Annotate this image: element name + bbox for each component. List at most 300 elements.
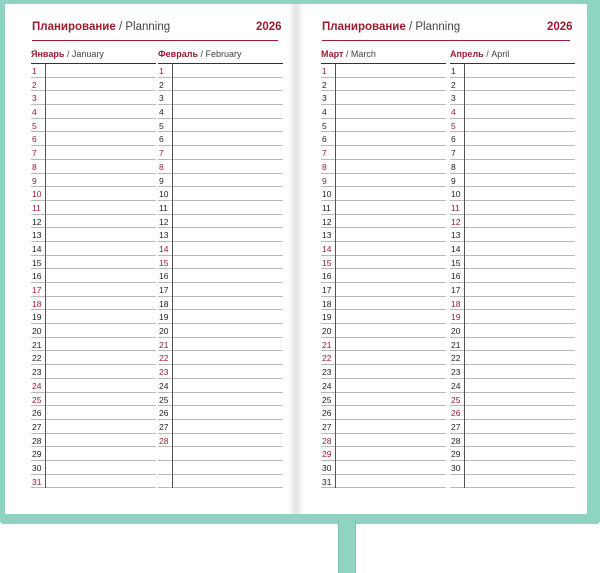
day-write-area[interactable]	[336, 338, 446, 351]
day-row	[321, 393, 446, 407]
day-number: 7	[32, 148, 37, 159]
page-title-en: / Planning	[408, 21, 461, 33]
day-write-area[interactable]	[46, 119, 156, 132]
day-number: 18	[32, 298, 42, 309]
day-write-area[interactable]	[46, 146, 156, 159]
day-write-area[interactable]	[465, 160, 575, 173]
day-number: 1	[322, 66, 327, 76]
day-number: 15	[322, 257, 332, 268]
day-write-area[interactable]	[46, 174, 156, 187]
day-row	[450, 64, 575, 78]
day-write-area[interactable]	[465, 338, 575, 351]
day-write-area[interactable]	[336, 64, 446, 77]
day-number: 3	[159, 93, 164, 104]
day-write-area[interactable]	[173, 338, 283, 351]
day-write-area[interactable]	[46, 283, 156, 296]
day-number: 3	[322, 93, 327, 104]
day-row	[158, 64, 283, 78]
day-number: 27	[451, 421, 461, 432]
day-write-area[interactable]	[173, 256, 283, 269]
day-row	[450, 338, 575, 352]
day-write-area[interactable]	[336, 420, 446, 433]
day-row	[321, 351, 446, 365]
month-january	[31, 49, 156, 488]
day-row	[31, 461, 156, 475]
day-row	[31, 475, 156, 489]
day-row	[31, 187, 156, 201]
day-row	[31, 269, 156, 283]
day-number: 26	[451, 408, 461, 419]
day-number: 8	[322, 161, 327, 172]
day-write-area[interactable]	[336, 105, 446, 118]
day-row	[31, 146, 156, 160]
day-number: 20	[32, 326, 42, 337]
month-title	[450, 49, 575, 63]
day-number: 12	[32, 216, 42, 227]
day-row	[450, 393, 575, 407]
day-write-area[interactable]	[173, 365, 283, 378]
day-number: 14	[159, 243, 169, 254]
day-write-area[interactable]	[336, 174, 446, 187]
day-write-area[interactable]	[46, 160, 156, 173]
header-rule	[32, 40, 278, 41]
day-write-area[interactable]	[336, 187, 446, 200]
day-row	[158, 215, 283, 229]
day-write-area[interactable]	[465, 187, 575, 200]
day-row	[450, 242, 575, 256]
day-row	[31, 256, 156, 270]
day-row	[450, 475, 575, 489]
day-write-area[interactable]	[465, 105, 575, 118]
day-number: 5	[451, 120, 456, 131]
day-number: 20	[159, 326, 169, 337]
day-number: 26	[322, 408, 332, 419]
day-number: 16	[32, 271, 42, 282]
day-write-area[interactable]	[336, 461, 446, 474]
day-write-area[interactable]	[173, 78, 283, 91]
day-row	[321, 174, 446, 188]
day-number: 2	[322, 79, 327, 90]
day-row	[321, 297, 446, 311]
day-number: 4	[159, 107, 164, 118]
day-write-area[interactable]	[173, 215, 283, 228]
day-number: 24	[32, 380, 42, 391]
day-number: 14	[322, 243, 332, 254]
day-number: 6	[159, 134, 164, 145]
day-write-area[interactable]	[336, 228, 446, 241]
day-row	[450, 406, 575, 420]
day-write-area[interactable]	[465, 146, 575, 159]
day-write-area[interactable]	[173, 187, 283, 200]
day-row	[321, 64, 446, 78]
day-write-area[interactable]	[336, 160, 446, 173]
days-list	[158, 63, 283, 488]
day-write-area[interactable]	[46, 475, 156, 488]
day-row	[158, 310, 283, 324]
day-write-area[interactable]	[173, 379, 283, 392]
page-title	[322, 21, 460, 33]
day-row	[31, 324, 156, 338]
day-row	[158, 420, 283, 434]
month-march	[321, 49, 446, 488]
day-number: 10	[451, 189, 461, 200]
day-write-area[interactable]	[173, 105, 283, 118]
day-row	[450, 310, 575, 324]
day-write-area[interactable]	[336, 351, 446, 364]
day-write-area[interactable]	[173, 310, 283, 323]
day-row	[158, 283, 283, 297]
day-write-area[interactable]	[173, 132, 283, 145]
day-number: 25	[451, 394, 461, 405]
day-number: 22	[159, 353, 169, 364]
page-title-ru: Планирование	[322, 21, 406, 33]
month-name-ru: Март	[321, 49, 344, 59]
day-number: 18	[322, 298, 332, 309]
day-row	[158, 228, 283, 242]
day-write-area[interactable]	[46, 393, 156, 406]
day-row	[450, 132, 575, 146]
day-write-area[interactable]	[336, 132, 446, 145]
day-write-area[interactable]	[46, 338, 156, 351]
day-number: 11	[159, 202, 168, 213]
day-write-area[interactable]	[336, 324, 446, 337]
day-write-area[interactable]	[46, 187, 156, 200]
day-write-area[interactable]	[46, 297, 156, 310]
day-number: 13	[32, 230, 42, 241]
day-write-area[interactable]	[173, 64, 283, 77]
day-row	[321, 338, 446, 352]
day-number: 25	[159, 394, 169, 405]
day-write-area[interactable]	[336, 393, 446, 406]
day-row	[31, 132, 156, 146]
day-write-area[interactable]	[173, 146, 283, 159]
day-write-area[interactable]	[336, 215, 446, 228]
day-write-area[interactable]	[465, 420, 575, 433]
day-write-area[interactable]	[46, 132, 156, 145]
day-row	[31, 228, 156, 242]
day-row	[31, 242, 156, 256]
day-write-area[interactable]	[46, 420, 156, 433]
day-row	[450, 434, 575, 448]
day-write-area[interactable]	[46, 64, 156, 77]
day-number: 30	[451, 462, 461, 473]
day-write-area[interactable]	[465, 64, 575, 77]
day-write-area[interactable]	[465, 242, 575, 255]
day-row	[158, 475, 283, 489]
day-write-area[interactable]	[173, 297, 283, 310]
day-write-area[interactable]	[336, 269, 446, 282]
day-row	[31, 105, 156, 119]
day-number: 27	[159, 421, 169, 432]
day-row	[450, 201, 575, 215]
day-write-area[interactable]	[173, 406, 283, 419]
day-row	[158, 78, 283, 92]
day-row	[450, 365, 575, 379]
day-number: 3	[451, 93, 456, 104]
days-list	[321, 63, 446, 488]
day-number: 22	[451, 353, 461, 364]
day-write-area[interactable]	[465, 351, 575, 364]
day-write-area[interactable]	[46, 379, 156, 392]
day-number: 14	[451, 243, 461, 254]
day-write-area[interactable]	[173, 434, 283, 447]
day-number: 7	[451, 148, 456, 159]
day-write-area[interactable]	[173, 201, 283, 214]
day-row	[158, 119, 283, 133]
day-write-area[interactable]	[465, 310, 575, 323]
day-number: 28	[159, 435, 169, 446]
day-number: 21	[159, 339, 169, 350]
page-title-ru: Планирование	[32, 21, 116, 33]
day-write-area[interactable]	[173, 269, 283, 282]
day-number: 8	[32, 161, 37, 172]
day-write-area[interactable]	[46, 269, 156, 282]
day-write-area[interactable]	[465, 215, 575, 228]
day-write-area[interactable]	[465, 283, 575, 296]
day-row	[31, 64, 156, 78]
day-row	[321, 406, 446, 420]
day-row	[158, 351, 283, 365]
day-number: 13	[322, 230, 332, 241]
day-write-area[interactable]	[336, 146, 446, 159]
day-row	[158, 187, 283, 201]
day-row	[321, 365, 446, 379]
day-write-area[interactable]	[173, 324, 283, 337]
day-row	[450, 119, 575, 133]
day-write-area[interactable]	[465, 365, 575, 378]
day-number: 8	[159, 161, 164, 172]
day-write-area[interactable]	[173, 393, 283, 406]
day-number: 19	[451, 312, 461, 323]
day-row	[321, 105, 446, 119]
day-write-area[interactable]	[46, 78, 156, 91]
day-write-area[interactable]	[173, 91, 283, 104]
day-row	[450, 228, 575, 242]
day-write-area[interactable]	[46, 434, 156, 447]
day-row	[450, 160, 575, 174]
day-number: 6	[451, 134, 456, 145]
day-number: 28	[322, 435, 332, 446]
day-write-area[interactable]	[46, 365, 156, 378]
day-write-area[interactable]	[173, 228, 283, 241]
day-write-area[interactable]	[336, 406, 446, 419]
day-number: 29	[322, 449, 332, 460]
day-number: 23	[451, 367, 461, 378]
day-write-area[interactable]	[465, 132, 575, 145]
day-row	[321, 256, 446, 270]
day-row	[321, 91, 446, 105]
day-row	[31, 78, 156, 92]
day-number: 2	[451, 79, 456, 90]
day-write-area[interactable]	[46, 324, 156, 337]
day-row	[31, 215, 156, 229]
day-row	[158, 105, 283, 119]
day-number: 5	[32, 120, 37, 131]
day-number: 2	[159, 79, 164, 90]
day-write-area[interactable]	[336, 434, 446, 447]
bookmark-ribbon	[338, 520, 356, 573]
day-write-area[interactable]	[173, 160, 283, 173]
day-write-area[interactable]	[46, 256, 156, 269]
day-write-area[interactable]	[336, 91, 446, 104]
day-write-area[interactable]	[336, 365, 446, 378]
day-number: 20	[322, 326, 332, 337]
day-number: 1	[32, 66, 37, 76]
day-write-area[interactable]	[46, 215, 156, 228]
day-number: 23	[32, 367, 42, 378]
day-row	[450, 91, 575, 105]
day-number: 19	[32, 312, 42, 323]
day-write-area[interactable]	[465, 406, 575, 419]
day-write-area[interactable]	[336, 379, 446, 392]
day-write-area[interactable]	[465, 297, 575, 310]
day-row	[158, 447, 283, 461]
day-row	[158, 132, 283, 146]
day-row	[321, 146, 446, 160]
day-write-area[interactable]	[465, 393, 575, 406]
day-write-area[interactable]	[336, 201, 446, 214]
day-write-area[interactable]	[465, 228, 575, 241]
day-number: 25	[32, 394, 42, 405]
day-number: 15	[451, 257, 461, 268]
day-number: 6	[32, 134, 37, 145]
day-row	[321, 119, 446, 133]
day-number: 4	[322, 107, 327, 118]
day-write-area[interactable]	[465, 434, 575, 447]
day-write-area[interactable]	[336, 256, 446, 269]
day-number: 11	[451, 202, 460, 213]
day-number: 10	[159, 189, 169, 200]
day-write-area[interactable]	[465, 269, 575, 282]
day-write-area[interactable]	[465, 119, 575, 132]
day-write-area[interactable]	[173, 174, 283, 187]
day-write-area[interactable]	[173, 119, 283, 132]
day-row	[321, 269, 446, 283]
day-write-area[interactable]	[465, 78, 575, 91]
day-write-area[interactable]	[46, 406, 156, 419]
day-write-area[interactable]	[336, 283, 446, 296]
day-number: 2	[32, 79, 37, 90]
day-row	[158, 269, 283, 283]
day-number: 16	[451, 271, 461, 282]
day-write-area[interactable]	[465, 379, 575, 392]
day-number: 1	[451, 66, 456, 76]
day-number: 28	[32, 435, 42, 446]
day-number: 12	[159, 216, 169, 227]
header-rule	[322, 40, 570, 41]
day-row	[31, 119, 156, 133]
month-name-ru: Февраль	[158, 49, 198, 59]
day-write-area[interactable]	[173, 420, 283, 433]
day-write-area[interactable]	[465, 201, 575, 214]
day-number: 5	[159, 120, 164, 131]
day-row	[158, 379, 283, 393]
day-number: 7	[322, 148, 327, 159]
day-write-area[interactable]	[336, 475, 446, 488]
day-number: 28	[451, 435, 461, 446]
day-write-area[interactable]	[336, 297, 446, 310]
day-row	[321, 228, 446, 242]
day-write-area[interactable]	[46, 105, 156, 118]
day-write-area[interactable]	[46, 310, 156, 323]
day-write-area[interactable]	[173, 283, 283, 296]
day-write-area[interactable]	[465, 461, 575, 474]
day-row	[450, 420, 575, 434]
day-row	[31, 283, 156, 297]
day-number: 7	[159, 148, 164, 159]
day-write-area[interactable]	[46, 447, 156, 460]
day-write-area[interactable]	[336, 242, 446, 255]
day-write-area[interactable]	[336, 447, 446, 460]
day-number: 27	[32, 421, 42, 432]
month-name-en: / April	[486, 49, 510, 59]
day-number: 9	[322, 175, 327, 186]
day-row	[321, 78, 446, 92]
day-row	[321, 310, 446, 324]
day-row	[450, 379, 575, 393]
day-number: 29	[451, 449, 461, 460]
day-number: 5	[322, 120, 327, 131]
day-row	[158, 174, 283, 188]
day-number: 20	[451, 326, 461, 337]
days-list	[31, 63, 156, 488]
day-row	[158, 393, 283, 407]
day-number: 1	[159, 66, 164, 76]
day-number: 12	[322, 216, 332, 227]
day-number: 24	[322, 380, 332, 391]
day-number: 3	[32, 93, 37, 104]
day-number: 4	[451, 107, 456, 118]
day-number: 4	[32, 107, 37, 118]
day-row	[158, 461, 283, 475]
day-row	[450, 174, 575, 188]
day-row	[31, 447, 156, 461]
day-row	[31, 338, 156, 352]
day-row	[450, 146, 575, 160]
day-write-area[interactable]	[46, 201, 156, 214]
day-write-area[interactable]	[46, 91, 156, 104]
day-write-area[interactable]	[173, 351, 283, 364]
day-row	[31, 351, 156, 365]
day-number: 8	[451, 161, 456, 172]
day-row	[158, 297, 283, 311]
day-number: 9	[159, 175, 164, 186]
day-write-area[interactable]	[173, 242, 283, 255]
day-row	[158, 406, 283, 420]
day-write-area[interactable]	[465, 324, 575, 337]
day-write-area[interactable]	[465, 174, 575, 187]
left-page	[5, 4, 294, 514]
day-write-area[interactable]	[465, 447, 575, 460]
day-write-area[interactable]	[46, 461, 156, 474]
date-divider-line	[45, 64, 46, 488]
day-row	[321, 434, 446, 448]
day-row	[158, 201, 283, 215]
day-row	[158, 434, 283, 448]
day-number: 13	[451, 230, 461, 241]
day-row	[31, 174, 156, 188]
day-write-area[interactable]	[336, 78, 446, 91]
day-write-area[interactable]	[465, 91, 575, 104]
day-number: 11	[322, 202, 331, 213]
day-write-area[interactable]	[336, 310, 446, 323]
day-write-area[interactable]	[46, 228, 156, 241]
day-write-area[interactable]	[465, 256, 575, 269]
day-write-area[interactable]	[46, 242, 156, 255]
day-write-area[interactable]	[336, 119, 446, 132]
month-name-ru: Апрель	[450, 49, 484, 59]
day-write-area[interactable]	[46, 351, 156, 364]
